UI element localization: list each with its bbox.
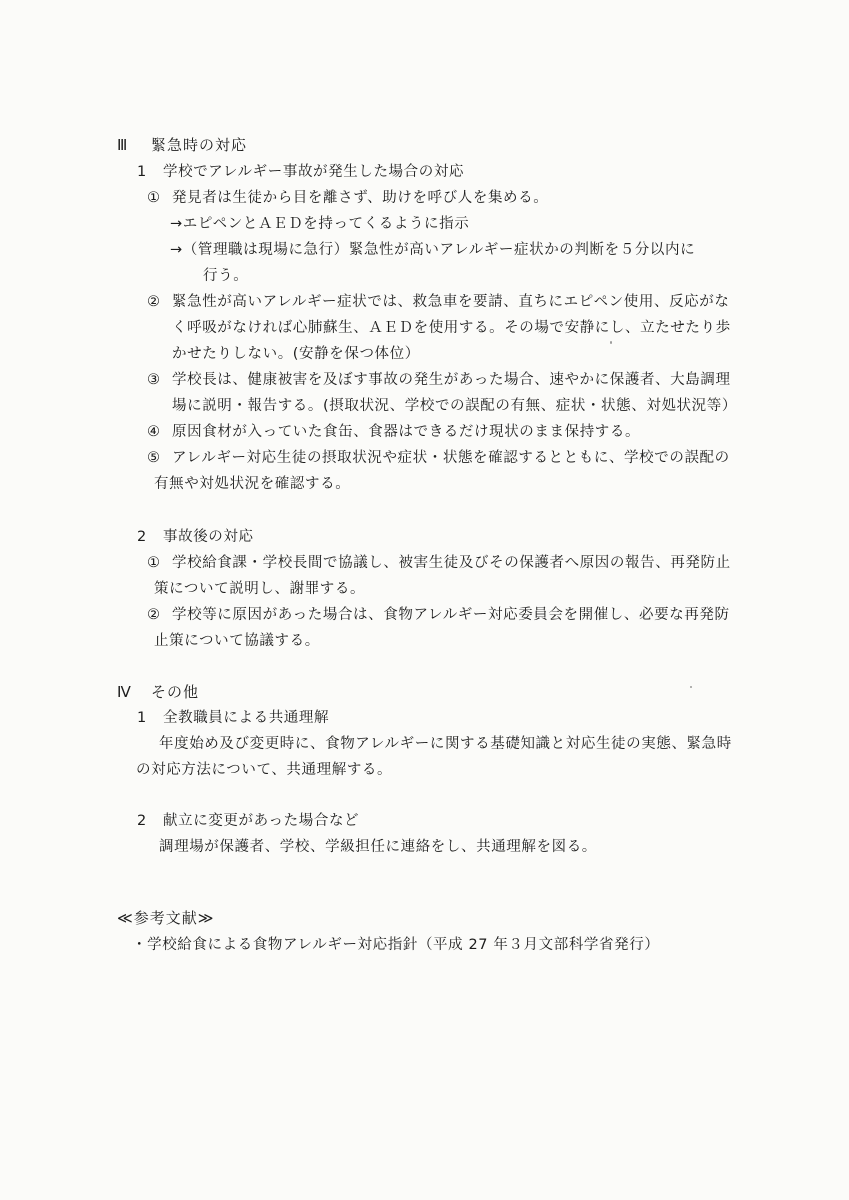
subsection-number: 2 (137, 813, 147, 829)
list-marker: ④ (147, 424, 161, 440)
list-marker: ③ (147, 372, 161, 388)
list-item-text: 策について説明し、謝罪する。 (154, 581, 366, 597)
subsection-number: 1 (137, 164, 147, 180)
reference-item: ・学校給食による食物アレルギー対応指針（平成 27 年３月文部科学省発行） (132, 937, 660, 953)
references-heading: ≪参考文献≫ (117, 909, 215, 927)
list-marker: ⑤ (147, 450, 161, 466)
list-item-text: 学校給食課・学校長間で協議し、被害生徒及びその保護者へ原因の報告、再発防止 (172, 555, 731, 571)
subsection-title: 献立に変更があった場合など (163, 813, 360, 829)
list-item-text: 有無や対処状況を確認する。 (154, 476, 351, 492)
scan-speck (690, 686, 692, 688)
subsection-title: 学校でアレルギー事故が発生した場合の対応 (163, 164, 465, 180)
list-item-text: 発見者は生徒から目を離さず、助けを呼び人を集める。 (172, 190, 549, 206)
list-item-text: 止策について協議する。 (154, 633, 320, 649)
list-marker: ① (147, 555, 161, 571)
list-item-text: 学校等に原因があった場合は、食物アレルギー対応委員会を開催し、必要な再発防 (172, 607, 730, 623)
subsection-number: 1 (137, 710, 147, 726)
list-marker: ① (147, 190, 161, 206)
list-item-text: →エピペンとＡＥＤを持ってくるように指示 (170, 216, 470, 232)
paragraph-text: 年度始め及び変更時に、食物アレルギーに関する基礎知識と対応生徒の実態、緊急時 (159, 736, 732, 752)
section-numeral: Ⅳ (117, 683, 132, 701)
list-item-text: 緊急性が高いアレルギー症状では、救急車を要請、直ちにエピペン使用、反応がな (172, 294, 730, 310)
list-item-text: 行う。 (203, 268, 249, 284)
list-item-text: アレルギー対応生徒の摂取状況や症状・状態を確認するとともに、学校での誤配の (172, 450, 730, 466)
section-numeral: Ⅲ (117, 136, 129, 154)
section-title: 緊急時の対応 (151, 136, 248, 154)
subsection-title: 全教職員による共通理解 (163, 710, 330, 726)
paragraph-text: の対応方法について、共通理解する。 (136, 762, 393, 778)
list-item-text: →（管理職は現場に急行）緊急性が高いアレルギー症状かの判断を５分以内に (170, 242, 696, 258)
list-marker: ② (147, 607, 161, 623)
list-item-text: 原因食材が入っていた食缶、食器はできるだけ現状のまま保持する。 (172, 424, 641, 440)
list-item-text: かせたりしない。(安静を保つ体位） (172, 346, 420, 362)
list-item-text: 場に説明・報告する。(摂取状況、学校での誤配の有無、症状・状態、対処状況等） (172, 398, 737, 414)
list-marker: ② (147, 294, 161, 310)
paragraph-text: 調理場が保護者、学校、学級担任に連絡をし、共通理解を図る。 (159, 839, 597, 855)
section-title: その他 (151, 683, 200, 701)
scan-speck (610, 341, 612, 344)
subsection-title: 事故後の対応 (163, 529, 254, 545)
list-item-text: く呼吸がなければ心肺蘇生、ＡＥＤを使用する。その場で安静にし、立たせたり歩 (172, 320, 731, 336)
list-item-text: 学校長は、健康被害を及ぼす事故の発生があった場合、速やかに保護者、大島調理 (172, 372, 731, 388)
subsection-number: 2 (137, 529, 147, 545)
